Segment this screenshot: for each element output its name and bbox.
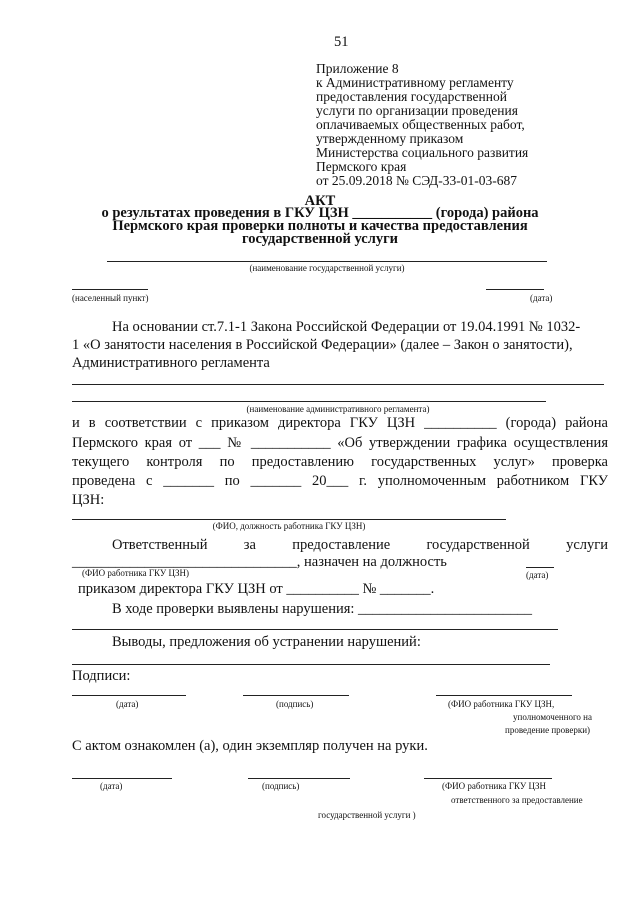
signatures-label: Подписи: xyxy=(72,668,131,684)
p3-line3: приказом директора ГКУ ЦЗН от __________ № _______. xyxy=(78,581,435,597)
locality-caption: (населенный пункт) xyxy=(72,293,149,303)
p3-line2: _______________________________, назначен на должность xyxy=(72,554,447,570)
employee-line xyxy=(72,519,506,520)
title-line1: о результатах проведения в ГКУ ЦЗН ___________ (города) района xyxy=(101,205,539,221)
p3-line1: Ответственный за предоставление государственной услуги xyxy=(112,537,608,553)
appendix-line: Приложение 8 xyxy=(316,61,399,76)
admin-reg-line1 xyxy=(72,384,604,385)
ack-sign-caption: (подпись) xyxy=(262,781,300,791)
ack-fio-caption-3: государственной услуги ) xyxy=(318,810,416,820)
p2-line4: проведена с _______ по _______ 20___ г. уполномоченным работником ГКУ xyxy=(72,473,608,489)
appendix-line: к Административному регламенту xyxy=(316,75,514,90)
appendix-line: услуги по организации проведения xyxy=(316,103,518,118)
p2-line2: Пермского края от ___ № ___________ «Об утверждении графика осуществления xyxy=(72,435,608,451)
sig-fio-caption-3: проведение проверки) xyxy=(505,725,591,735)
ack-date-caption: (дата) xyxy=(100,781,123,791)
appendix-line: предоставления государственной xyxy=(316,89,507,104)
appointment-date-line xyxy=(526,567,554,568)
appendix-line: утвержденному приказом xyxy=(316,131,464,146)
appendix-line: Пермского края xyxy=(316,159,407,174)
ack-fio-caption-1: (ФИО работника ГКУ ЦЗН xyxy=(442,781,547,791)
title-line3: государственной услуги xyxy=(241,231,399,247)
violations-line xyxy=(72,629,558,630)
sig-fio-line xyxy=(436,695,572,696)
p1-line3: Административного регламента xyxy=(72,355,270,371)
service-name-caption: (наименование государственной услуги) xyxy=(249,263,405,273)
sig-date-caption: (дата) xyxy=(116,699,139,709)
appendix-line: оплачиваемых общественных работ, xyxy=(316,117,525,132)
appendix-line: от 25.09.2018 № СЭД-33-01-03-687 xyxy=(316,173,517,188)
admin-reg-line2 xyxy=(72,401,546,402)
ack-sign-line xyxy=(248,778,350,779)
p1-line1: На основании ст.7.1-1 Закона Российской Федерации от 19.04.1991 № 1032- xyxy=(112,319,581,335)
page-number: 51 xyxy=(334,34,349,50)
p1-line2: 1 «О занятости населения в Российской Федерации» (далее – Закон о занятости), xyxy=(72,337,573,353)
appendix-block xyxy=(316,62,528,188)
sig-fio-caption-2: уполномоченного на xyxy=(513,712,592,722)
service-name-line xyxy=(107,261,547,262)
ack-fio-line xyxy=(424,778,552,779)
ack-fio-caption-2: ответственного за предоставление xyxy=(451,795,583,805)
employee-fio-pos-caption: (ФИО, должность работника ГКУ ЦЗН) xyxy=(212,521,366,531)
p2-line1: и в соответствии с приказом директора ГКУ ЦЗН __________ (города) района xyxy=(72,415,608,431)
sig-sign-line xyxy=(243,695,349,696)
date-line xyxy=(486,289,544,290)
admin-reg-caption: (наименование административного регламента) xyxy=(246,404,430,414)
sig-sign-caption: (подпись) xyxy=(276,699,314,709)
ack-text: С актом ознакомлен (а), один экземпляр получен на руки. xyxy=(72,738,428,754)
ack-date-line xyxy=(72,778,172,779)
title-line2: Пермского края проверки полноты и качества предоставления xyxy=(112,218,528,234)
appendix-line: Министерства социального развития xyxy=(316,145,529,160)
sig-date-line xyxy=(72,695,186,696)
appointment-date-caption: (дата) xyxy=(526,570,549,580)
p2-line3: текущего контроля по предоставлению государственных услуг» проверка xyxy=(72,454,608,470)
employee-fio-caption: (ФИО работника ГКУ ЦЗН) xyxy=(82,568,190,578)
conclusions-text: Выводы, предложения об устранении нарушений: xyxy=(112,634,421,650)
sig-fio-caption-1: (ФИО работника ГКУ ЦЗН, xyxy=(448,699,555,709)
conclusions-line xyxy=(72,664,550,665)
title-act: АКТ xyxy=(304,193,336,209)
date-caption: (дата) xyxy=(530,293,553,303)
locality-line xyxy=(72,289,148,290)
violations-text: В ходе проверки выявлены нарушения: ________________________ xyxy=(112,601,533,617)
p2-line5: ЦЗН: xyxy=(72,492,105,508)
